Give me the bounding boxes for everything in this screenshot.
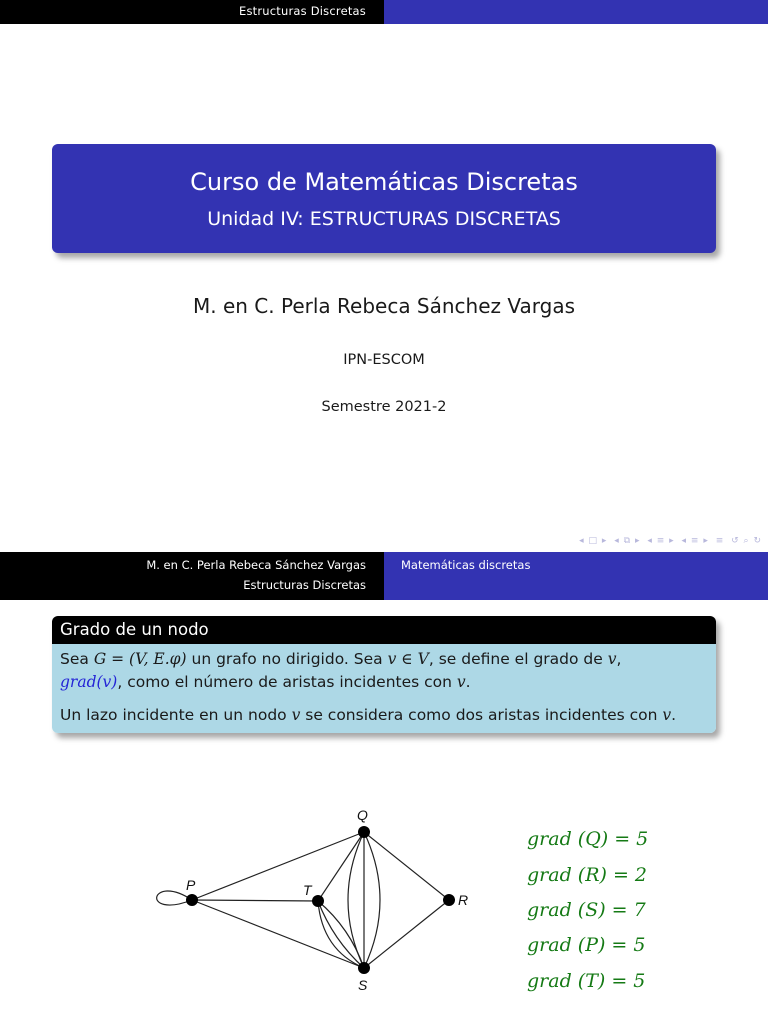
definition-paragraph-1: Sea G = (V, E.φ) un grafo no dirigido. Sea v ∈ V, se define el grado de v, grad(v), como el número de aristas incidentes con v. (60, 650, 622, 691)
edge-t-s-2 (318, 901, 364, 968)
slide1-header-bar (0, 0, 768, 24)
node-s (358, 962, 370, 974)
handwritten-degree-p: grad (P) = 5 (527, 934, 646, 956)
node-p (186, 894, 198, 906)
nav-frame-icon[interactable]: ◂ □ ▸ (579, 536, 608, 546)
definition-title: Grado de un nodo (52, 616, 716, 644)
definition-body (52, 644, 716, 733)
handwritten-degree-t: grad (T) = 5 (527, 970, 646, 992)
label-s: S (358, 977, 368, 993)
presentation-title: Curso de Matemáticas Discretas (190, 168, 578, 196)
handwritten-degree-r: grad (R) = 2 (527, 864, 647, 886)
header-short-title: Estructuras Discretas (243, 578, 366, 592)
edge-t-s-1 (318, 901, 364, 968)
header-section: Matemáticas discretas (401, 558, 531, 572)
header-left-panel (0, 0, 384, 24)
title-box (52, 144, 716, 253)
handwritten-degree-s: grad (S) = 7 (527, 899, 646, 921)
header-right-panel (384, 552, 768, 600)
beamer-navigation[interactable] (576, 536, 762, 546)
edge-q-s-3 (364, 832, 380, 968)
node-r (443, 894, 455, 906)
institute: IPN-ESCOM (343, 352, 425, 368)
nav-document-icon[interactable]: ◂ ≡ ▸ (681, 536, 709, 546)
slide2-header-bar (0, 552, 768, 600)
handwritten-degree-q: grad (Q) = 5 (527, 828, 649, 850)
header-right-panel (384, 0, 768, 24)
edge-p-q (192, 832, 364, 900)
edge-p-t (192, 900, 318, 901)
presentation-subtitle: Unidad IV: ESTRUCTURAS DISCRETAS (207, 208, 561, 230)
header-short-title: Estructuras Discretas (239, 4, 366, 18)
label-q: Q (357, 807, 368, 823)
label-r: R (458, 892, 469, 908)
header-left-panel (0, 552, 384, 600)
edge-t-s-3 (318, 901, 364, 968)
label-p: P (186, 877, 196, 893)
edge-p-s (192, 900, 364, 968)
nav-section-icon[interactable]: ◂ ≡ ▸ (647, 536, 675, 546)
definition-paragraph-2: Un lazo incidente en un nodo v se considera como dos aristas incidentes con v. (60, 706, 677, 724)
grad-term: grad(v) (60, 673, 118, 691)
graph-figure (0, 740, 768, 1010)
node-q (358, 826, 370, 838)
author-name: M. en C. Perla Rebeca Sánchez Vargas (192, 294, 576, 318)
graph-edges (157, 832, 449, 968)
nav-subsection-icon[interactable]: ◂ ⧉ ▸ (614, 536, 641, 546)
edge-t-q (318, 832, 364, 901)
definition-block (52, 616, 716, 733)
nav-search-icon[interactable]: ↺ ⌕ ↻ (731, 536, 762, 546)
nav-outline-icon[interactable]: ≡ (715, 536, 725, 546)
date: Semestre 2021-2 (321, 399, 447, 415)
header-author: M. en C. Perla Rebeca Sánchez Vargas (146, 558, 366, 572)
label-t: T (303, 882, 312, 898)
node-t (312, 895, 324, 907)
edge-q-r (364, 832, 449, 900)
edge-s-r (364, 900, 449, 968)
